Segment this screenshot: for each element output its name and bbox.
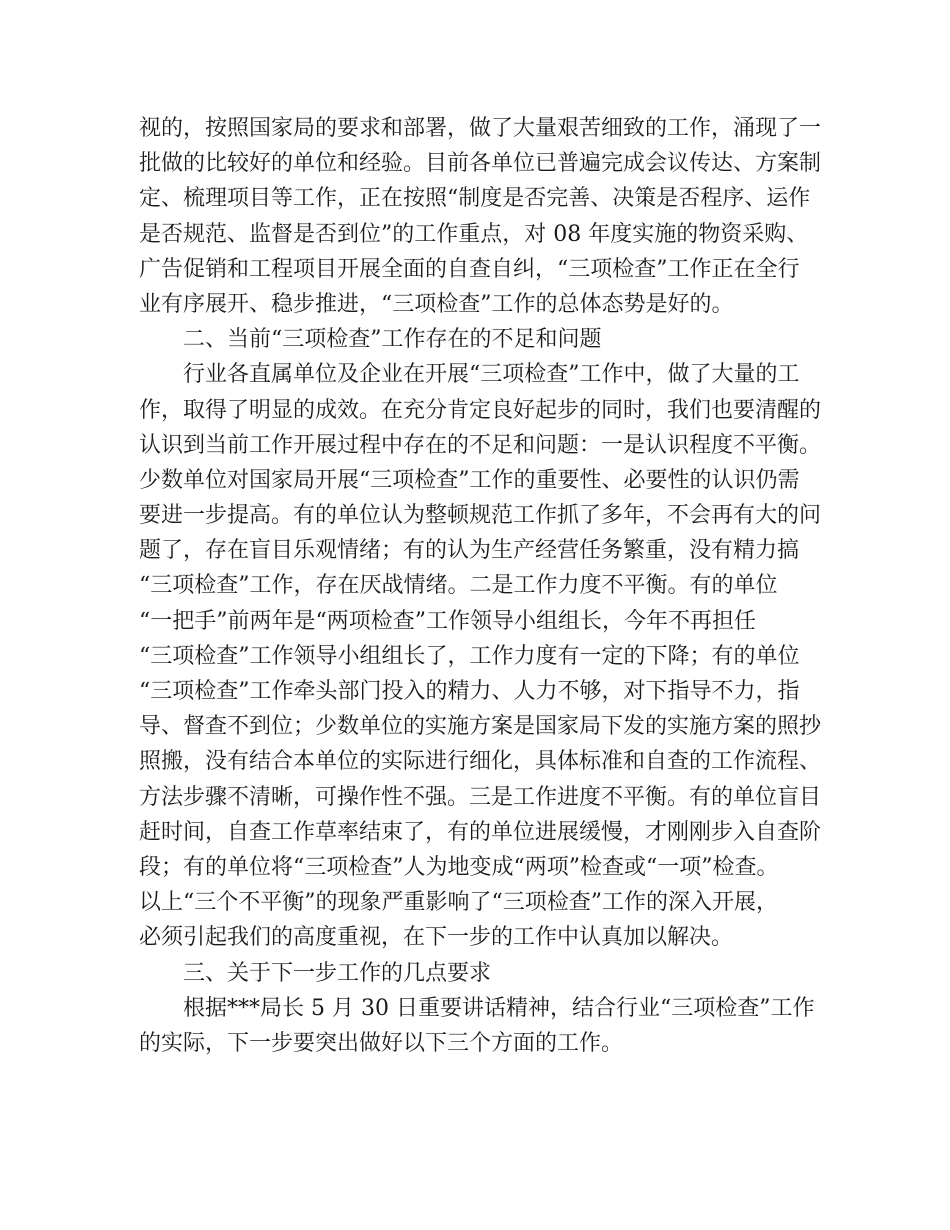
paragraph-line: 照搬，没有结合本单位的实际进行细化，具体标准和自查的工作流程、 (139, 749, 822, 775)
paragraph-line: 视的，按照国家局的要求和部署，做了大量艰苦细致的工作，涌现了一 (139, 116, 822, 141)
paragraph-line: 赶时间，自查工作草率结束了，有的单位进展缓慢，才刚刚步入自查阶 (139, 819, 822, 845)
paragraph-line: 以上“三个不平衡”的现象严重影响了“三项检查”工作的深入开展， (139, 890, 778, 916)
paragraph-line: 段；有的单位将“三项检查”人为地变成“两项”检查或“一项”检查。 (139, 854, 779, 880)
paragraph-line: 的实际，下一步要突出做好以下三个方面的工作。 (139, 1030, 624, 1056)
paragraph-line: 必须引起我们的高度重视，在下一步的工作中认真加以解决。 (139, 925, 734, 951)
paragraph-line: 行业各直属单位及企业在开展“三项检查”工作中，做了大量的工 (183, 362, 800, 388)
paragraph-line: 作，取得了明显的成效。在充分肯定良好起步的同时，我们也要清醒的 (139, 397, 822, 423)
paragraph-line: “三项检查”工作牵头部门投入的精力、人力不够，对下指导不力，指 (139, 679, 800, 704)
paragraph-line: 定、梳理项目等工作，正在按照“制度是否完善、决策是否程序、运作 (139, 186, 811, 212)
paragraph-line: 方法步骤不清晰，可操作性不强。三是工作进度不平衡。有的单位盲目 (139, 784, 822, 810)
paragraph-line: 业有序展开、稳步推进，“三项检查”工作的总体态势是好的。 (139, 291, 734, 317)
paragraph-line: “三项检查”工作，存在厌战情绪。二是工作力度不平衡。有的单位 (139, 573, 778, 599)
paragraph-line: 导、督查不到位；少数单位的实施方案是国家局下发的实施方案的照抄 (139, 714, 822, 740)
document-body (139, 111, 822, 1061)
paragraph-line: “三项检查”工作领导小组组长了，工作力度有一定的下降；有的单位 (139, 643, 800, 669)
paragraph-line: 要进一步提高。有的单位认为整顿规范工作抓了多年，不会再有大的问 (139, 503, 822, 529)
paragraph-line: 题了，存在盲目乐观情绪；有的认为生产经营任务繁重，没有精力搞 (139, 538, 800, 564)
paragraph-line: 广告促销和工程项目开展全面的自查自纠，“三项检查”工作正在全行 (139, 256, 800, 282)
paragraph-line: 认识到当前工作开展过程中存在的不足和问题：一是认识程度不平衡。 (139, 432, 822, 458)
section-heading-2: 二、当前“三项检查”工作存在的不足和问题 (183, 327, 602, 353)
paragraph-line: “一把手”前两年是“两项检查”工作领导小组组长，今年不再担任 (139, 608, 756, 634)
paragraph-line: 批做的比较好的单位和经验。目前各单位已普遍完成会议传达、方案制 (139, 151, 822, 177)
paragraph-line: 少数单位对国家局开展“三项检查”工作的重要性、必要性的认识仍需 (139, 467, 800, 493)
paragraph-line: 根据***局长 5 月 30 日重要讲话精神，结合行业“三项检查”工作 (183, 995, 815, 1021)
section-heading-3: 三、关于下一步工作的几点要求 (183, 960, 492, 986)
paragraph-line: 是否规范、监督是否到位”的工作重点，对 08 年度实施的物资采购、 (139, 221, 809, 247)
